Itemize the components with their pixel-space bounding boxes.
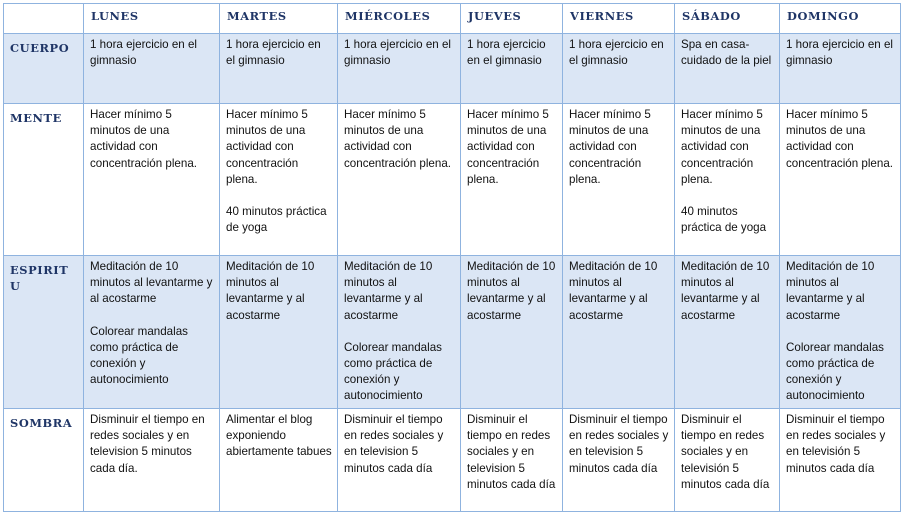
cell-text: 40 minutos práctica de yoga: [226, 205, 327, 235]
cell-text: Colorear mandalas como práctica de conexión y autonocimiento: [786, 340, 884, 403]
cell-text: Meditación de 10 minutos al levantarme y al acostarme: [569, 260, 658, 322]
cell-cuerpo-thursday: [461, 34, 563, 104]
cell-sombra-tuesday: [220, 409, 338, 512]
cell-espiritu-tuesday: [220, 256, 338, 409]
cell-text: Alimentar el blog exponiendo abiertamente tabues: [226, 413, 332, 459]
cell-text: Meditación de 10 minutos al levantarme y al acostarme: [90, 260, 213, 306]
weekly-plan-table: [3, 3, 901, 512]
corner-cell: [4, 4, 84, 34]
cell-cuerpo-wednesday: [338, 34, 461, 104]
cell-text: Disminuir el tiempo en redes sociales y en television 5 minutos cada día: [467, 413, 556, 491]
cell-text: 1 hora ejercicio en el gimnasio: [344, 38, 451, 68]
cell-sombra-thursday: [461, 409, 563, 512]
cell-sombra-sunday: [780, 409, 901, 512]
row-label-espiritu: ESPIRITU: [4, 256, 84, 409]
cell-cuerpo-tuesday: [220, 34, 338, 104]
day-header-tuesday: MARTES: [220, 4, 338, 34]
cell-text: Hacer mínimo 5 minutos de una actividad con concentración plena.: [681, 108, 763, 186]
cell-mente-saturday: [675, 104, 780, 256]
cell-text: 1 hora ejercicio en el gimnasio: [569, 38, 664, 68]
cell-espiritu-thursday: [461, 256, 563, 409]
cell-text: Disminuir el tiempo en redes sociales y en televisión 5 minutos cada día: [681, 413, 770, 491]
cell-sombra-monday: [84, 409, 220, 512]
cell-text: Colorear mandalas como práctica de conexión y autonocimiento: [90, 324, 188, 387]
cell-text: Hacer mínimo 5 minutos de una actividad con concentración plena.: [344, 108, 451, 170]
cell-text: Meditación de 10 minutos al levantarme y al acostarme: [467, 260, 556, 322]
cell-text: Meditación de 10 minutos al levantarme y al acostarme: [226, 260, 315, 322]
cell-text: 1 hora ejercicio en el gimnasio: [467, 38, 546, 68]
cell-espiritu-monday: [84, 256, 220, 409]
cell-espiritu-friday: [563, 256, 675, 409]
cell-text: Meditación de 10 minutos al levantarme y al acostarme: [681, 260, 770, 322]
cell-text: 40 minutos práctica de yoga: [681, 205, 767, 235]
cell-text: 1 hora ejercicio en el gimnasio: [226, 38, 321, 68]
cell-cuerpo-sunday: [780, 34, 901, 104]
cell-sombra-saturday: [675, 409, 780, 512]
cell-sombra-friday: [563, 409, 675, 512]
cell-text: Hacer mínimo 5 minutos de una actividad con concentración plena.: [786, 108, 893, 170]
cell-text: Disminuir el tiempo en redes sociales y en television 5 minutos cada día.: [90, 413, 205, 475]
day-header-saturday: SÁBADO: [675, 4, 780, 34]
cell-espiritu-saturday: [675, 256, 780, 409]
cell-text: Hacer mínimo 5 minutos de una actividad con concentración plena.: [467, 108, 549, 186]
day-header-wednesday: MIÉRCOLES: [338, 4, 461, 34]
row-label-sombra: SOMBRA: [4, 409, 84, 512]
table-row: [4, 409, 901, 512]
cell-mente-wednesday: [338, 104, 461, 256]
day-header-friday: VIERNES: [563, 4, 675, 34]
row-label-mente: MENTE: [4, 104, 84, 256]
cell-mente-tuesday: [220, 104, 338, 256]
cell-mente-monday: [84, 104, 220, 256]
cell-text: Spa en casa- cuidado de la piel: [681, 38, 772, 68]
cell-text: Hacer mínimo 5 minutos de una actividad con concentración plena.: [90, 108, 197, 170]
cell-espiritu-sunday: [780, 256, 901, 409]
cell-cuerpo-monday: [84, 34, 220, 104]
cell-text: Hacer mínimo 5 minutos de una actividad con concentración plena.: [226, 108, 308, 186]
day-header-thursday: JUEVES: [461, 4, 563, 34]
cell-espiritu-wednesday: [338, 256, 461, 409]
cell-text: Disminuir el tiempo en redes sociales y en television 5 minutos cada día: [344, 413, 444, 475]
table-row: [4, 34, 901, 104]
cell-text: Meditación de 10 minutos al levantarme y al acostarme: [344, 260, 433, 322]
cell-text: 1 hora ejercicio en el gimnasio: [786, 38, 893, 68]
cell-text: Disminuir el tiempo en redes sociales y en television 5 minutos cada día: [569, 413, 669, 475]
table-row: [4, 104, 901, 256]
row-label-cuerpo: CUERPO: [4, 34, 84, 104]
day-header-sunday: DOMINGO: [780, 4, 901, 34]
cell-mente-friday: [563, 104, 675, 256]
cell-mente-thursday: [461, 104, 563, 256]
cell-sombra-wednesday: [338, 409, 461, 512]
cell-mente-sunday: [780, 104, 901, 256]
cell-text: Meditación de 10 minutos al levantarme y al acostarme: [786, 260, 875, 322]
table-row: [4, 256, 901, 409]
day-header-monday: LUNES: [84, 4, 220, 34]
cell-text: 1 hora ejercicio en el gimnasio: [90, 38, 197, 68]
cell-cuerpo-saturday: [675, 34, 780, 104]
header-row: [4, 4, 901, 34]
cell-cuerpo-friday: [563, 34, 675, 104]
cell-text: Colorear mandalas como práctica de conexión y autonocimiento: [344, 340, 442, 403]
cell-text: Hacer mínimo 5 minutos de una actividad con concentración plena.: [569, 108, 651, 186]
cell-text: Disminuir el tiempo en redes sociales y en televisión 5 minutos cada día: [786, 413, 886, 475]
